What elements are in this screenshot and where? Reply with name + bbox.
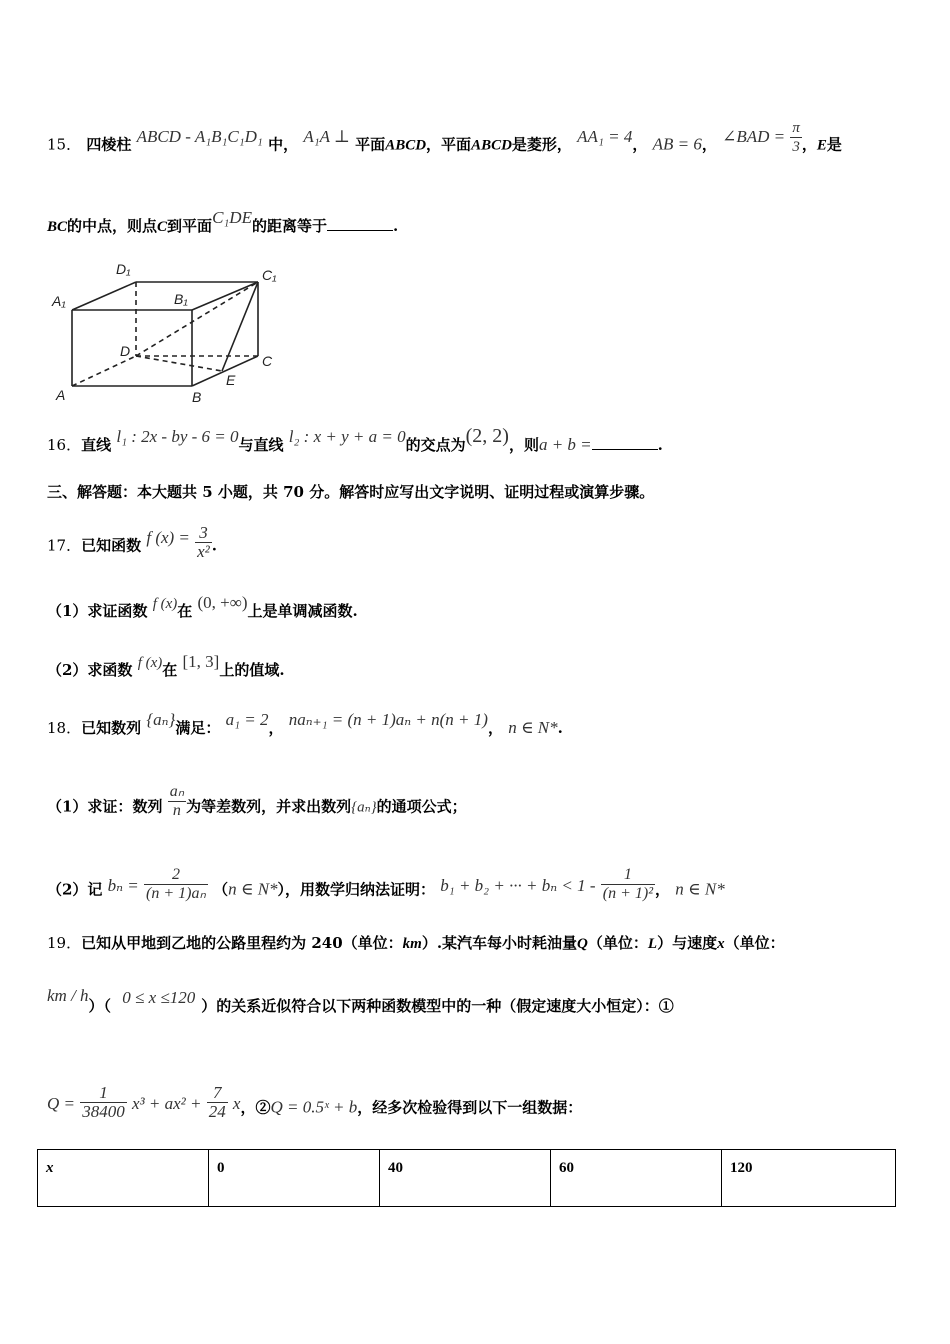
q15-text: 是菱形， [511, 135, 572, 154]
q18-math-seq: {aₙ} [146, 710, 176, 729]
q19-math-x: x [232, 1093, 241, 1113]
q15-text: 的中点，则点 [67, 217, 158, 235]
section-heading: 三、解答题：本大题共 5 小题，共 70 分。解答时应写出文字说明、证明过程或演算步骤。 [47, 483, 655, 501]
q15-text: 是 [826, 135, 842, 154]
q18-math-bn: bₙ = [107, 875, 139, 895]
q15-text: 四棱柱 [86, 135, 132, 154]
table-cell: 40 [380, 1150, 551, 1207]
q16-text: 的交点为 [405, 436, 466, 454]
q19-text: ，经多次检验得到以下一组数据： [357, 1098, 583, 1117]
q18-text: 的通项公式； [376, 797, 467, 816]
q17-math-f: f (x) [137, 655, 163, 671]
q15-text: ， [701, 135, 717, 154]
fraction-denominator: 24 [208, 1102, 226, 1121]
q19-math-unit: km / h [47, 986, 89, 1005]
prism-figure [50, 258, 290, 408]
label-a1: A₁ [52, 293, 66, 309]
answer-blank [592, 449, 658, 450]
label-c1: C₁ [262, 267, 277, 283]
q19-number: 19． [47, 934, 82, 952]
q17-text: 在 [177, 602, 193, 620]
label-b: B [192, 389, 202, 405]
fraction-denominator: x² [197, 542, 210, 561]
q17-part1 [47, 593, 358, 621]
q18-math-seq: {aₙ} [351, 799, 377, 816]
q15-text: . [393, 217, 399, 235]
q17-math-f: f (x) = [146, 527, 190, 547]
q15-line1 [47, 120, 842, 164]
q18-math-domain: n ∈ N* [508, 718, 558, 737]
q19-line1 [47, 932, 785, 953]
fraction-denominator: 38400 [82, 1102, 125, 1121]
q15-text: 的距离等于 [251, 217, 327, 235]
q18-part1 [47, 783, 467, 826]
q18-math-a1: a₁ = 2 [225, 710, 269, 729]
answer-blank [327, 230, 393, 231]
q15-point-e: E [816, 137, 827, 154]
fraction-denominator: (n + 1)aₙ [146, 885, 206, 902]
fraction-numerator: aₙ [169, 783, 185, 800]
q16-math-sum: a + b = [538, 435, 592, 454]
q18-fraction-an-n [168, 783, 186, 820]
q19-text: ）的关系近似符合以下两种函数模型中的一种（假定速度大小恒定）：① [201, 997, 674, 1015]
label-c: C [262, 353, 273, 369]
label-d: D [120, 343, 131, 359]
q15-math-plane: C₁DE [212, 208, 252, 227]
label-e: E [226, 372, 236, 388]
q15-fraction-pi3 [790, 119, 802, 156]
q15-text: ， [801, 135, 817, 154]
q19-line2 [47, 986, 674, 1016]
q17-fraction [195, 524, 212, 561]
fraction-numerator: 1 [601, 866, 655, 885]
q19-math-q: Q = [47, 1093, 75, 1113]
q17-text: . [211, 536, 218, 555]
q15-text: ，平面 [426, 135, 472, 154]
fraction-denominator: 3 [792, 139, 800, 155]
q16-text: 直线 [81, 436, 112, 454]
edge [192, 356, 258, 386]
q19-fraction-7-24 [207, 1084, 228, 1121]
q15-plane: ABCD [471, 137, 512, 154]
q18-part2 [47, 866, 725, 909]
q19-line3 [47, 1083, 583, 1127]
q19-unit-km: km [402, 936, 422, 952]
q19-text: ）.某汽车每小时耗油量 [421, 934, 578, 952]
q17-math-interval: (0, +∞) [197, 593, 248, 612]
q16-text: ，则 [508, 436, 539, 454]
table-cell: 0 [209, 1150, 380, 1207]
q17-text: 已知函数 [81, 536, 142, 555]
q19-text: （单位： [724, 934, 785, 952]
q19-math-model2: Q = 0.5ˣ + b [270, 1097, 358, 1117]
fraction-numerator: 2 [144, 866, 208, 885]
q18-math-inequality: b₁ + b₂ + ··· + bₙ < 1 - [440, 875, 596, 895]
q19-var-q: Q [577, 936, 588, 952]
q15-line2 [47, 208, 399, 236]
q18-text: （1）求证：数列 [47, 797, 163, 816]
q18-text: （ [213, 880, 229, 899]
fraction-denominator: (n + 1)² [602, 885, 654, 902]
q16-math-l2: l₂ : x + y + a = 0 [288, 427, 406, 446]
q15-math-ab: AB = 6 [652, 134, 702, 154]
q18-math-recurrence: naₙ₊₁ = (n + 1)aₙ + n(n + 1) [288, 710, 488, 729]
q18-fraction-bn [144, 866, 208, 903]
edge [72, 282, 136, 310]
q19-unit-l: L [647, 936, 658, 952]
q19-text: （单位： [587, 934, 648, 952]
q15-math-prism: ABCD - A₁B₁C₁D₁ [136, 126, 263, 146]
q17-text: 上是单调减函数. [247, 602, 358, 620]
q17-text: 上的值域. [219, 661, 285, 679]
q16-math-point: (2, 2) [465, 425, 509, 447]
q15-number: 15． [47, 135, 82, 154]
q18-text: 已知数列 [81, 719, 142, 737]
fraction-numerator: 1 [80, 1084, 127, 1103]
q17-text: 在 [162, 661, 178, 679]
q19-fraction-1-38400 [80, 1084, 127, 1121]
q15-text: ， [632, 135, 648, 154]
q19-text: ，② [240, 1098, 271, 1117]
q18-line [47, 710, 563, 738]
fraction-denominator: n [172, 802, 181, 819]
data-table [37, 1149, 896, 1207]
table-cell: 60 [551, 1150, 722, 1207]
q15-math-perp: A₁A ⊥ [303, 126, 350, 146]
hidden-edge [136, 356, 222, 371]
q15-math-aa1: AA₁ = 4 [577, 126, 633, 146]
q18-text: 为等差数列，并求出数列 [186, 797, 352, 816]
q18-math-domain: n ∈ N* [228, 879, 278, 899]
fraction-numerator: 7 [207, 1084, 228, 1103]
q18-text: ），用数学归纳法证明： [277, 880, 436, 899]
q16-line [47, 425, 663, 456]
q17-math-interval: [1, 3] [182, 652, 220, 671]
q17-line [47, 523, 218, 565]
q15-text: 中， [268, 135, 299, 154]
table-cell: x [38, 1150, 209, 1207]
q19-var-x: x [717, 936, 725, 952]
q15-text: 平面 [355, 135, 386, 154]
q15-text: 到平面 [167, 217, 213, 235]
q19-text: 已知从甲地到乙地的公路里程约为 240（单位： [81, 934, 403, 952]
q18-number: 18． [47, 719, 82, 737]
hidden-edge [136, 282, 258, 356]
q18-math-domain: n ∈ N* [675, 879, 725, 899]
q16-text: 与直线 [238, 436, 284, 454]
q19-text: ）与速度 [657, 934, 718, 952]
fraction-numerator: π [792, 120, 800, 136]
label-b1: B₁ [174, 291, 188, 307]
q15-plane: ABCD [385, 137, 427, 154]
q18-text: ， [268, 719, 284, 737]
q16-text: . [657, 436, 663, 454]
q18-text: ， [655, 880, 671, 899]
q19-math-range: 0 ≤ x ≤120 [122, 988, 196, 1007]
q16-math-l1: l₁ : 2x - by - 6 = 0 [116, 427, 239, 446]
q17-math-f: f (x) [152, 596, 178, 612]
q16-number: 16． [47, 436, 82, 454]
q17-text: （2）求函数 [47, 661, 133, 679]
q19-math-poly: x³ + ax² + [131, 1093, 202, 1113]
table-cell: 120 [722, 1150, 896, 1207]
q17-text: （1）求证函数 [47, 602, 148, 620]
label-a: A [56, 387, 66, 403]
fraction-numerator: 3 [195, 524, 212, 543]
q18-text: . [557, 719, 563, 737]
q15-math-angle: ∠BAD = [722, 126, 786, 146]
q17-part2 [47, 652, 285, 680]
q15-segment-bc: BC [47, 219, 68, 235]
q15-point-c: C [157, 219, 168, 235]
table-row [38, 1150, 896, 1207]
q18-text: ， [487, 719, 503, 737]
q18-text: （2）记 [47, 880, 103, 899]
q19-text: ）（ [88, 997, 112, 1015]
q17-number: 17． [47, 536, 82, 555]
hidden-edge [72, 356, 136, 386]
label-d1: D₁ [116, 261, 131, 277]
q18-fraction-rhs [601, 866, 655, 903]
q18-text: 满足： [175, 719, 221, 737]
